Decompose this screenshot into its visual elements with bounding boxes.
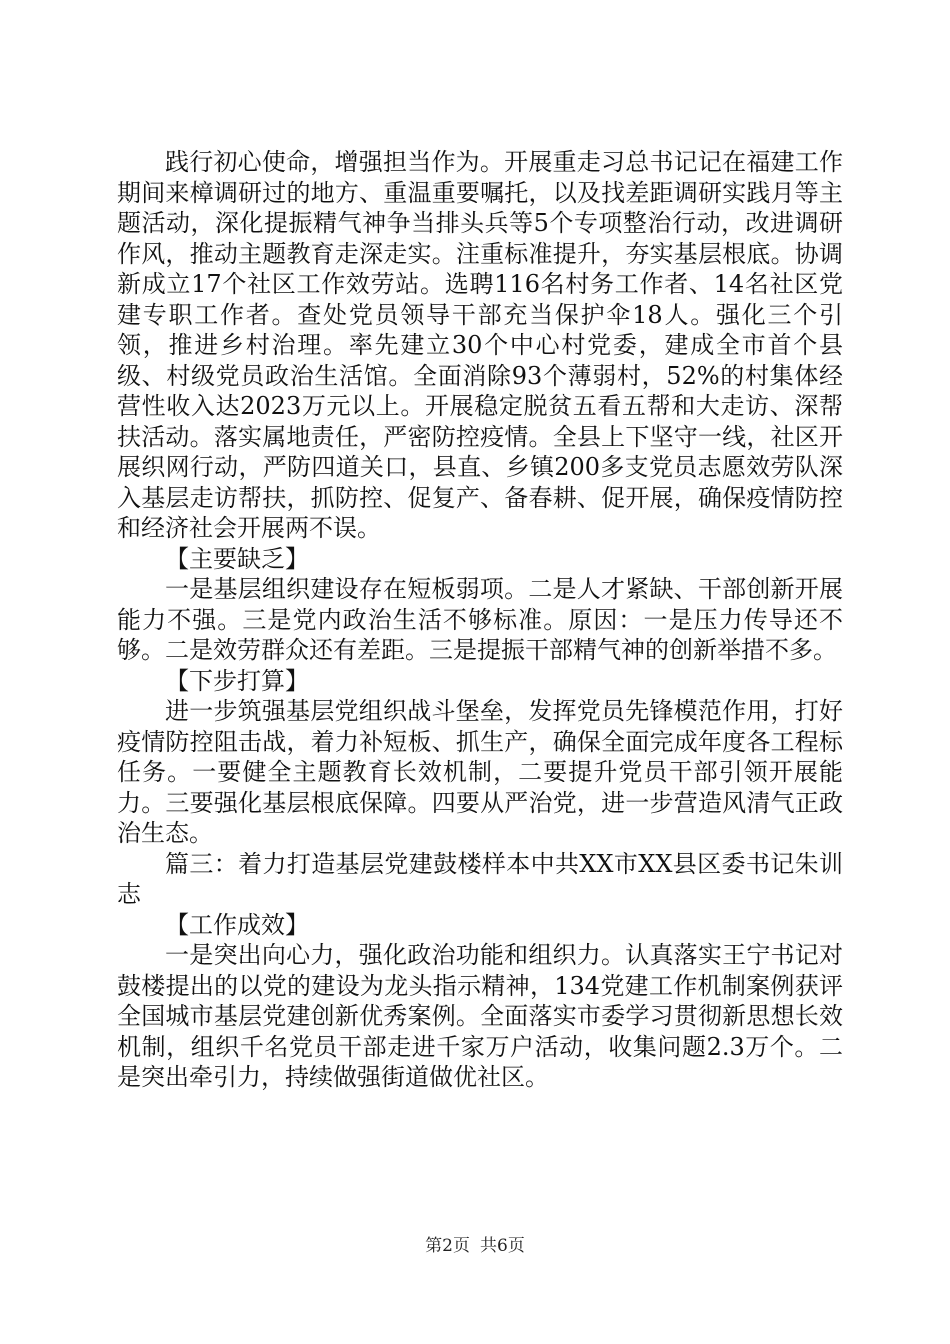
page-number: 第2页 [425,1236,470,1256]
page-total: 共6页 [480,1236,525,1256]
section-heading-next-steps: 【下步打算】 [165,666,309,695]
paragraph-shortcomings: 一是基层组织建设存在短板弱项。二是人才紧缺、干部创新开展能力不强。三是党内政治生活不够标准。原因：一是压力传导还不够。二是效劳群众还有差距。三是提振干部精气神的创新举措不多。 [117,575,843,664]
paragraph-work-results: 一是突出向心力，强化政治功能和组织力。认真落实王宁书记对鼓楼提出的以党的建设为龙头指示精神，134党建工作机制案例获评全国城市基层党建创新优秀案例。全面落实市委学习贯彻新思想长效机制，组织千名党员干部走进千家万户活动，收集问题2.3万个。二是突出牵引力，持续做强街道做优社区。 [117,941,843,1091]
paragraph-next-steps: 进一步筑强基层党组织战斗堡垒，发挥党员先锋模范作用，打好疫情防控阻击战，着力补短板、抓生产，确保全面完成年度各工程标任务。一要健全主题教育长效机制，二要提升党员干部引领开展能力。三要强化基层根底保障。四要从严治党，进一步营造风清气正政治生态。 [117,697,843,847]
document-body [117,147,843,1093]
section-heading-work-results: 【工作成效】 [165,910,309,939]
page-footer [0,1236,950,1256]
article-title-part-three: 篇三：着力打造基层党建鼓楼样本中共XX市XX县区委书记朱训志 [117,849,843,908]
section-heading-shortcomings: 【主要缺乏】 [165,544,309,573]
paragraph-achievements-summary: 践行初心使命，增强担当作为。开展重走习总书记记在福建工作期间来樟调研过的地方、重温重要嘱托，以及找差距调研实践月等主题活动，深化提振精气神争当排头兵等5个专项整治行动，改进调研作风，推动主题教育走深走实。注重标准提升，夯实基层根底。协调新成立17个社区工作效劳站。选聘116名村务工作者、14名社区党建专职工作者。查处党员领导干部充当保护伞18人。强化三个引领，推进乡村治理。率先建立30个中心村党委，建成全市首个县级、村级党员政治生活馆。全面消除93个薄弱村，52%的村集体经营性收入达2023万元以上。开展稳定脱贫五看五帮和大走访、深帮扶活动。落实属地责任，严密防控疫情。全县上下坚守一线，社区开展织网行动，严防四道关口，县直、乡镇200多支党员志愿效劳队深入基层走访帮扶，抓防控、促复产、备春耕、促开展，确保疫情防控和经济社会开展两不误。 [117,148,843,542]
